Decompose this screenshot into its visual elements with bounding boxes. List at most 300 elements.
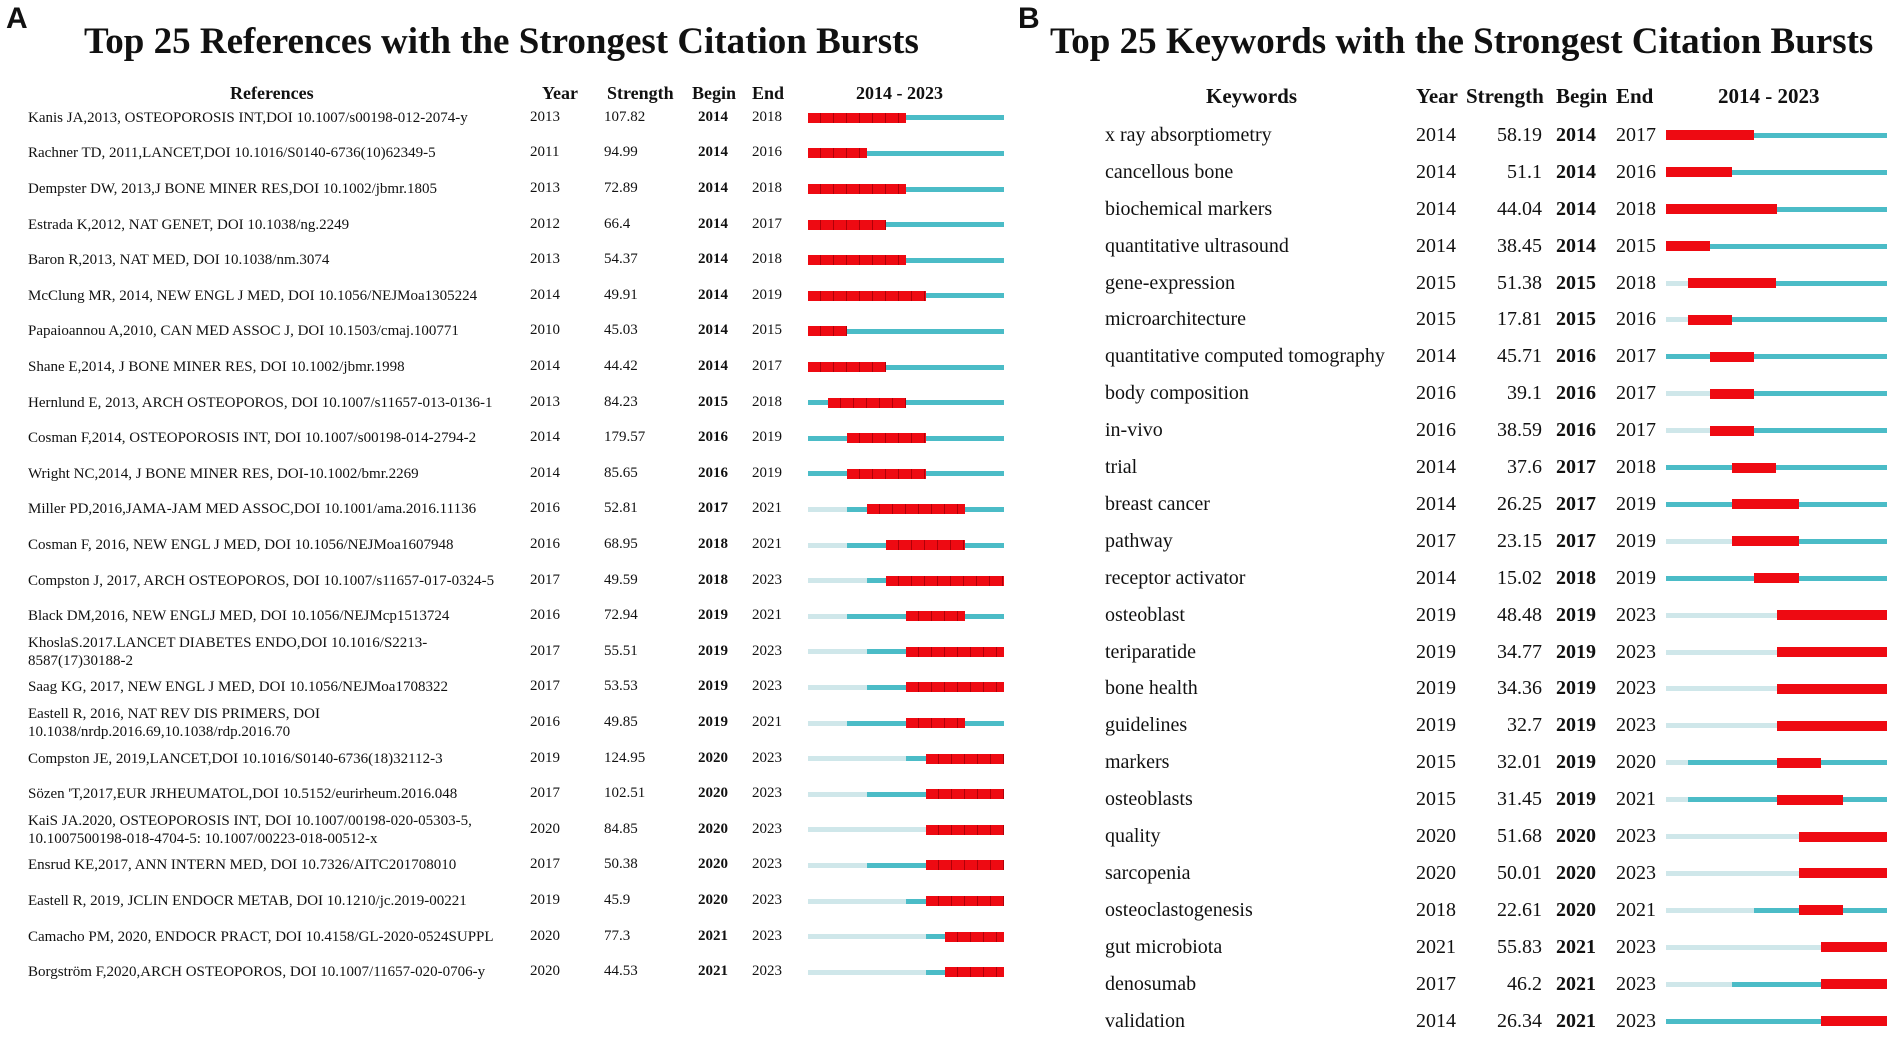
- burst-bar: [1754, 573, 1798, 583]
- row-begin: 2016: [698, 464, 728, 481]
- row-end: 2017: [752, 358, 782, 374]
- row-label: breast cancer: [1105, 492, 1210, 515]
- row-strength: 85.65: [604, 464, 638, 481]
- row-strength: 45.71: [1497, 345, 1542, 368]
- row-label: Kanis JA,2013, OSTEOPOROSIS INT,DOI 10.1007/s00198-012-2074-y: [28, 109, 468, 126]
- row-begin: 2019: [1556, 677, 1596, 700]
- row-begin: 2017: [1556, 529, 1596, 552]
- panel-title: Top 25 Keywords with the Strongest Citation Bursts: [1050, 21, 1874, 62]
- row-strength: 37.6: [1507, 456, 1542, 479]
- row-end: 2021: [752, 500, 782, 517]
- burst-bar: [926, 754, 1004, 764]
- row-begin: 2021: [1556, 1009, 1596, 1032]
- inactive-period: [1666, 539, 1732, 544]
- row-year: 2016: [530, 714, 560, 730]
- burst-bar: [1777, 610, 1888, 620]
- row-label: Dempster DW, 2013,J BONE MINER RES,DOI 10.1002/jbmr.1805: [28, 181, 438, 197]
- row-strength: 54.37: [604, 251, 638, 268]
- burst-bar: [808, 184, 906, 194]
- row-end: 2023: [1616, 714, 1656, 737]
- burst-bar: [828, 398, 906, 408]
- row-year: 2014: [530, 286, 560, 303]
- row-begin: 2014: [1556, 234, 1596, 257]
- row-strength: 45.03: [604, 322, 638, 339]
- row-strength: 34.77: [1497, 640, 1542, 663]
- row-year: 2021: [1416, 935, 1456, 958]
- row-strength: 55.51: [604, 642, 638, 659]
- row-begin: 2014: [698, 215, 728, 232]
- row-year: 2017: [530, 856, 560, 873]
- row-end: 2023: [1616, 1009, 1656, 1032]
- inactive-period: [808, 970, 926, 975]
- row-end: 2023: [752, 749, 782, 766]
- row-end: 2019: [1616, 529, 1656, 552]
- row-year: 2017: [530, 785, 560, 802]
- row-label: pathway: [1105, 529, 1173, 552]
- row-begin: 2015: [1556, 271, 1596, 294]
- header-begin: Begin: [1556, 84, 1608, 108]
- burst-bar: [1710, 352, 1754, 362]
- burst-bar: [906, 682, 1004, 692]
- burst-bar: [926, 789, 1004, 799]
- row-begin: 2014: [698, 251, 728, 268]
- row-year: 2014: [1416, 345, 1456, 368]
- row-label: Hernlund E, 2013, ARCH OSTEOPOROS, DOI 10.1007/s11657-013-0136-1: [28, 394, 493, 411]
- row-begin: 2019: [1556, 603, 1596, 626]
- row-begin: 2014: [698, 358, 728, 374]
- row-end: 2023: [1616, 640, 1656, 663]
- row-begin: 2014: [698, 286, 728, 303]
- row-year: 2020: [1416, 825, 1456, 848]
- row-begin: 2020: [1556, 825, 1596, 848]
- row-year: 2014: [1416, 492, 1456, 515]
- row-begin: 2018: [698, 571, 728, 588]
- row-end: 2021: [1616, 788, 1656, 811]
- row-end: 2015: [752, 322, 782, 339]
- burst-bar: [1799, 868, 1887, 878]
- row-begin: 2017: [698, 500, 728, 517]
- row-label: Sözen 'T,2017,EUR JRHEUMATOL,DOI 10.5152/eurirheum.2016.048: [28, 786, 458, 803]
- row-year: 2019: [530, 749, 560, 766]
- row-strength: 66.4: [604, 215, 631, 232]
- inactive-period: [808, 899, 906, 904]
- row-year: 2016: [530, 607, 560, 624]
- keywords-burst-panel: [1010, 0, 1902, 1039]
- inactive-period: [1666, 723, 1777, 728]
- row-begin: 2019: [698, 607, 728, 624]
- burst-bar: [847, 469, 925, 479]
- inactive-period: [808, 649, 867, 654]
- inactive-period: [808, 721, 847, 726]
- inactive-period: [808, 614, 847, 619]
- row-strength: 84.23: [604, 393, 638, 410]
- header-references: References: [230, 83, 314, 103]
- inactive-period: [808, 543, 847, 548]
- row-label: bone health: [1105, 677, 1198, 700]
- row-label: Saag KG, 2017, NEW ENGL J MED, DOI 10.1056/NEJMoa1708322: [28, 679, 448, 696]
- row-label: Rachner TD, 2011,LANCET,DOI 10.1016/S0140-6736(10)62349-5: [28, 145, 436, 162]
- row-strength: 26.34: [1497, 1009, 1542, 1032]
- row-begin: 2014: [698, 144, 728, 161]
- header-begin: Begin: [692, 83, 737, 103]
- row-begin: 2016: [1556, 419, 1596, 442]
- burst-bar: [945, 967, 1004, 977]
- burst-bar: [1710, 426, 1754, 436]
- burst-bar: [1799, 905, 1843, 915]
- inactive-period: [1666, 650, 1777, 655]
- burst-bar: [1777, 795, 1843, 805]
- burst-bar: [1821, 1016, 1887, 1026]
- row-begin: 2017: [1556, 456, 1596, 479]
- row-end: 2023: [1616, 603, 1656, 626]
- row-label: Compston J, 2017, ARCH OSTEOPOROS, DOI 10.1007/s11657-017-0324-5: [28, 572, 495, 589]
- row-end: 2019: [752, 429, 782, 446]
- row-label: cancellous bone: [1105, 160, 1234, 183]
- row-label: McClung MR, 2014, NEW ENGL J MED, DOI 10.1056/NEJMoa1305224: [28, 287, 478, 304]
- row-end: 2018: [752, 180, 782, 196]
- row-label: Compston JE, 2019,LANCET,DOI 10.1016/S0140-6736(18)32112-3: [28, 750, 443, 767]
- header-year: Year: [1416, 84, 1458, 108]
- row-year: 2013: [530, 108, 560, 125]
- row-label: Baron R,2013, NAT MED, DOI 10.1038/nm.3074: [28, 252, 330, 269]
- header-end: End: [752, 83, 785, 103]
- row-label: x ray absorptiometry: [1105, 123, 1272, 146]
- row-year: 2015: [1416, 788, 1456, 811]
- row-end: 2023: [1616, 861, 1656, 884]
- row-end: 2017: [752, 215, 782, 232]
- row-year: 2014: [530, 358, 560, 374]
- row-year: 2017: [530, 571, 560, 588]
- burst-bar: [1666, 241, 1710, 251]
- row-year: 2017: [1416, 972, 1456, 995]
- row-end: 2023: [1616, 677, 1656, 700]
- row-label: osteoclastogenesis: [1105, 898, 1253, 921]
- burst-bar: [1821, 979, 1887, 989]
- inactive-period: [808, 507, 847, 512]
- row-label: gene-expression: [1105, 271, 1235, 294]
- row-label: body composition: [1105, 382, 1249, 405]
- row-year: 2020: [530, 927, 560, 944]
- row-year: 2019: [1416, 603, 1456, 626]
- row-year: 2014: [1416, 234, 1456, 257]
- header-end: End: [1616, 84, 1654, 108]
- row-year: 2014: [1416, 456, 1456, 479]
- row-strength: 32.01: [1497, 751, 1542, 774]
- row-year: 2019: [530, 892, 560, 908]
- row-year: 2015: [1416, 751, 1456, 774]
- row-year: 2020: [530, 963, 560, 980]
- row-end: 2023: [752, 963, 782, 980]
- row-year: 2014: [1416, 197, 1456, 220]
- row-label: quality: [1105, 825, 1161, 848]
- row-year: 2016: [1416, 382, 1456, 405]
- row-begin: 2019: [698, 714, 728, 730]
- row-strength: 15.02: [1497, 566, 1542, 589]
- row-begin: 2018: [1556, 566, 1596, 589]
- row-begin: 2020: [698, 856, 728, 873]
- row-end: 2019: [1616, 566, 1656, 589]
- row-label: Borgström F,2020,ARCH OSTEOPOROS, DOI 10.1007/11657-020-0706-y: [28, 964, 486, 981]
- row-begin: 2016: [1556, 382, 1596, 405]
- row-begin: 2016: [1556, 345, 1596, 368]
- row-begin: 2020: [1556, 861, 1596, 884]
- inactive-period: [1666, 686, 1777, 691]
- row-strength: 39.1: [1507, 382, 1542, 405]
- row-begin: 2020: [698, 749, 728, 766]
- burst-bar: [1688, 278, 1776, 288]
- row-label: trial: [1105, 456, 1138, 479]
- row-label: microarchitecture: [1105, 308, 1247, 331]
- burst-bar: [1821, 942, 1887, 952]
- row-strength: 22.61: [1497, 898, 1542, 921]
- row-end: 2023: [752, 571, 782, 588]
- row-strength: 55.83: [1497, 935, 1542, 958]
- row-begin: 2015: [698, 393, 728, 410]
- row-label: osteoblasts: [1105, 788, 1193, 811]
- row-label: Camacho PM, 2020, ENDOCR PRACT, DOI 10.4158/GL-2020-0524SUPPL: [28, 928, 494, 945]
- row-label: in-vivo: [1105, 419, 1163, 442]
- row-label: Eastell R, 2019, JCLIN ENDOCR METAB, DOI 10.1210/jc.2019-00221: [28, 893, 467, 909]
- row-label: Shane E,2014, J BONE MINER RES, DOI 10.1002/jbmr.1998: [28, 359, 405, 375]
- row-year: 2020: [1416, 861, 1456, 884]
- row-label: Ensrud KE,2017, ANN INTERN MED, DOI 10.7326/AITC201708010: [28, 857, 457, 874]
- row-year: 2019: [1416, 677, 1456, 700]
- row-strength: 38.59: [1497, 419, 1542, 442]
- row-year: 2015: [1416, 308, 1456, 331]
- header-strength: Strength: [607, 83, 674, 103]
- row-begin: 2015: [1556, 308, 1596, 331]
- row-begin: 2019: [1556, 788, 1596, 811]
- row-year: 2013: [530, 180, 560, 196]
- inactive-period: [1666, 871, 1799, 876]
- row-begin: 2019: [1556, 751, 1596, 774]
- row-strength: 68.95: [604, 536, 638, 552]
- row-year: 2016: [530, 536, 560, 552]
- row-begin: 2020: [1556, 898, 1596, 921]
- row-end: 2023: [752, 820, 782, 837]
- row-strength: 84.85: [604, 820, 638, 837]
- row-label: markers: [1105, 751, 1170, 774]
- header-range: 2014 - 2023: [1718, 84, 1820, 108]
- row-strength: 34.36: [1497, 677, 1542, 700]
- row-end: 2020: [1616, 751, 1656, 774]
- burst-bar: [808, 362, 886, 372]
- burst-bar: [926, 825, 1004, 835]
- row-end: 2023: [752, 927, 782, 944]
- row-label: Papaioannou A,2010, CAN MED ASSOC J, DOI 10.1503/cmaj.100771: [28, 323, 459, 340]
- inactive-period: [1666, 908, 1754, 913]
- inactive-period: [1666, 428, 1710, 433]
- row-end: 2016: [1616, 308, 1656, 331]
- row-strength: 44.42: [604, 358, 638, 374]
- row-year: 2012: [530, 215, 560, 232]
- row-end: 2016: [1616, 160, 1656, 183]
- row-strength: 44.53: [604, 963, 638, 980]
- row-year: 2017: [530, 642, 560, 659]
- burst-bar: [886, 540, 964, 550]
- row-label: Eastell R, 2016, NAT REV DIS PRIMERS, DOI 10.1038/nrdp.2016.69,10.1038/rdp.2016.70: [28, 706, 320, 740]
- row-label: teriparatide: [1105, 640, 1197, 663]
- row-begin: 2014: [1556, 160, 1596, 183]
- row-label: quantitative computed tomography: [1105, 345, 1385, 368]
- row-strength: 50.38: [604, 856, 638, 873]
- row-label: Estrada K,2012, NAT GENET, DOI 10.1038/ng.2249: [28, 216, 350, 233]
- row-strength: 48.48: [1497, 603, 1542, 626]
- active-period: [1666, 354, 1887, 359]
- row-end: 2023: [1616, 972, 1656, 995]
- row-begin: 2019: [1556, 640, 1596, 663]
- burst-bar: [808, 113, 906, 123]
- row-year: 2018: [1416, 898, 1456, 921]
- row-begin: 2018: [698, 536, 728, 552]
- burst-bar: [1799, 832, 1887, 842]
- inactive-period: [1666, 945, 1821, 950]
- row-year: 2016: [530, 500, 560, 517]
- row-end: 2021: [752, 607, 782, 624]
- inactive-period: [1666, 797, 1688, 802]
- row-label: quantitative ultrasound: [1105, 234, 1289, 257]
- row-end: 2019: [1616, 492, 1656, 515]
- burst-bar: [926, 860, 1004, 870]
- row-label: receptor activator: [1105, 566, 1246, 589]
- row-strength: 94.99: [604, 144, 638, 161]
- row-begin: 2019: [698, 642, 728, 659]
- row-year: 2014: [1416, 566, 1456, 589]
- burst-bar: [1777, 758, 1821, 768]
- row-label: biochemical markers: [1105, 197, 1273, 220]
- row-strength: 107.82: [604, 108, 646, 125]
- row-strength: 49.85: [604, 714, 638, 730]
- burst-bar: [886, 576, 1004, 586]
- row-year: 2017: [530, 678, 560, 695]
- row-strength: 72.89: [604, 180, 638, 196]
- row-end: 2023: [752, 678, 782, 695]
- row-strength: 45.9: [604, 892, 631, 908]
- row-label: Miller PD,2016,JAMA-JAM MED ASSOC,DOI 10.1001/ama.2016.11136: [28, 501, 477, 518]
- burst-bar: [1732, 536, 1798, 546]
- row-year: 2015: [1416, 271, 1456, 294]
- inactive-period: [808, 578, 867, 583]
- row-year: 2013: [530, 251, 560, 268]
- row-begin: 2014: [1556, 197, 1596, 220]
- row-begin: 2020: [698, 820, 728, 837]
- burst-bar: [1666, 204, 1777, 214]
- row-strength: 44.04: [1497, 197, 1542, 220]
- row-label: denosumab: [1105, 972, 1197, 995]
- row-year: 2016: [1416, 419, 1456, 442]
- burst-bar: [1710, 389, 1754, 399]
- inactive-period: [1666, 834, 1799, 839]
- row-end: 2023: [752, 892, 782, 908]
- row-year: 2019: [1416, 640, 1456, 663]
- row-strength: 179.57: [604, 429, 646, 446]
- row-label: Wright NC,2014, J BONE MINER RES, DOI-10.1002/bmr.2269: [28, 465, 419, 482]
- row-strength: 50.01: [1497, 861, 1542, 884]
- row-end: 2018: [752, 393, 782, 410]
- row-year: 2014: [1416, 1009, 1456, 1032]
- row-begin: 2019: [698, 678, 728, 695]
- header-keywords: Keywords: [1206, 84, 1297, 108]
- row-begin: 2021: [1556, 935, 1596, 958]
- row-label: Black DM,2016, NEW ENGLJ MED, DOI 10.1056/NEJMcp1513724: [28, 608, 450, 625]
- row-end: 2021: [752, 714, 782, 730]
- row-end: 2018: [1616, 271, 1656, 294]
- burst-bar: [906, 611, 965, 621]
- row-year: 2010: [530, 322, 560, 339]
- row-begin: 2014: [698, 322, 728, 339]
- row-strength: 124.95: [604, 749, 646, 766]
- inactive-period: [808, 792, 867, 797]
- row-end: 2017: [1616, 123, 1656, 146]
- burst-bar: [1777, 721, 1888, 731]
- row-begin: 2017: [1556, 492, 1596, 515]
- row-year: 2019: [1416, 714, 1456, 737]
- row-year: 2014: [1416, 123, 1456, 146]
- header-year: Year: [542, 83, 578, 103]
- row-begin: 2021: [698, 963, 728, 980]
- row-end: 2019: [752, 286, 782, 303]
- panel-letter: B: [1018, 2, 1040, 35]
- row-strength: 77.3: [604, 927, 631, 944]
- inactive-period: [1666, 613, 1777, 618]
- row-strength: 23.15: [1497, 529, 1542, 552]
- panel-letter: A: [6, 2, 28, 35]
- inactive-period: [808, 685, 867, 690]
- row-strength: 17.81: [1497, 308, 1542, 331]
- burst-bar: [808, 148, 867, 158]
- inactive-period: [1666, 391, 1710, 396]
- row-year: 2014: [530, 429, 560, 446]
- row-end: 2018: [1616, 197, 1656, 220]
- row-strength: 51.68: [1497, 825, 1542, 848]
- burst-bar: [906, 718, 965, 728]
- row-begin: 2020: [698, 785, 728, 802]
- burst-bar: [847, 433, 925, 443]
- inactive-period: [808, 827, 926, 832]
- inactive-period: [1666, 982, 1732, 987]
- row-strength: 58.19: [1497, 123, 1542, 146]
- row-strength: 72.94: [604, 607, 638, 624]
- active-period: [1666, 465, 1887, 470]
- row-label: osteoblast: [1105, 603, 1185, 626]
- row-label: sarcopenia: [1105, 861, 1191, 884]
- row-label: validation: [1105, 1009, 1185, 1032]
- row-year: 2013: [530, 393, 560, 410]
- row-begin: 2019: [1556, 714, 1596, 737]
- burst-bar: [1688, 315, 1732, 325]
- inactive-period: [808, 756, 906, 761]
- row-begin: 2016: [698, 429, 728, 446]
- inactive-period: [808, 934, 926, 939]
- row-end: 2017: [1616, 419, 1656, 442]
- row-end: 2017: [1616, 345, 1656, 368]
- row-year: 2014: [530, 464, 560, 481]
- row-end: 2018: [752, 108, 782, 125]
- burst-bar: [808, 291, 926, 301]
- row-end: 2021: [752, 536, 782, 552]
- burst-bar: [1777, 684, 1888, 694]
- panel-title: Top 25 References with the Strongest Citation Bursts: [84, 21, 919, 62]
- row-end: 2023: [752, 642, 782, 659]
- row-begin: 2021: [698, 927, 728, 944]
- burst-bar: [926, 896, 1004, 906]
- row-strength: 53.53: [604, 678, 638, 695]
- row-strength: 26.25: [1497, 492, 1542, 515]
- row-end: 2023: [752, 856, 782, 873]
- burst-bar: [1732, 499, 1798, 509]
- row-year: 2017: [1416, 529, 1456, 552]
- row-end: 2023: [1616, 935, 1656, 958]
